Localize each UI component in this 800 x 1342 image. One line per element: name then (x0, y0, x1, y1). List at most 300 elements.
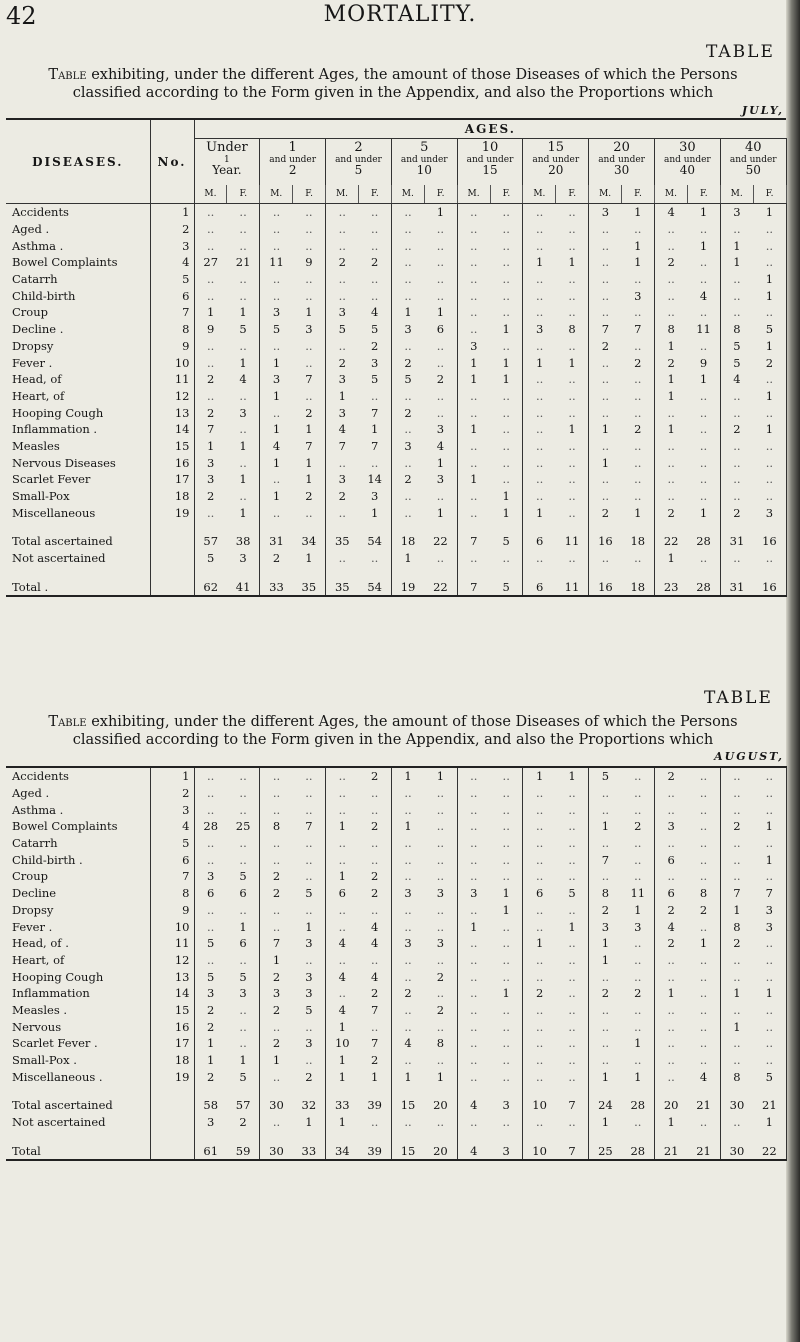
table-cell: .. (424, 221, 457, 238)
table-row (6, 421, 786, 438)
table-row (6, 204, 786, 221)
table-cell: 3 (358, 354, 391, 371)
table-cell: .. (622, 968, 655, 985)
sex-header-f: F. (293, 185, 326, 204)
spacer-row (6, 566, 786, 578)
table-cell: 2 (622, 354, 655, 371)
table-cell: .. (207, 222, 215, 237)
table-row (6, 388, 786, 405)
table-cell: .. (470, 455, 478, 470)
table-cell: 10 (532, 1098, 547, 1113)
table-cell: .. (535, 902, 544, 917)
table-cell: .. (687, 438, 720, 455)
table-cell: .. (490, 785, 523, 802)
table-cell: 1 (535, 255, 544, 270)
table-cell: 5 (733, 355, 741, 370)
table-cell: .. (622, 785, 655, 802)
table-cell: 1 (293, 1114, 326, 1131)
table-cell: .. (667, 869, 675, 884)
table-cell: .. (227, 835, 260, 852)
table-cell: 5 (601, 769, 610, 784)
table-cell: 28 (622, 1097, 655, 1114)
table-cell: 6 (535, 534, 544, 549)
table-cell: 2 (687, 902, 720, 919)
table-cell: 1 (733, 1019, 741, 1034)
table-cell: .. (470, 1036, 478, 1051)
table-cell: 3 (293, 968, 326, 985)
table-cell: .. (293, 388, 326, 405)
age-group-header: 15 and under 20 (523, 139, 589, 186)
table-cell: .. (733, 802, 741, 817)
table-cell: 16 (753, 533, 786, 550)
table-cell: .. (556, 835, 589, 852)
sex-header-m: M. (457, 185, 490, 204)
table-cell: 1 (227, 504, 260, 521)
table-cell: .. (601, 802, 610, 817)
table-cell: 1 (424, 504, 457, 521)
table-cell: 1 (490, 371, 523, 388)
table-cell: .. (556, 550, 589, 567)
table-cell: .. (733, 1053, 741, 1068)
table-row (6, 1052, 786, 1069)
table-cell: .. (687, 868, 720, 885)
table-cell: .. (293, 237, 326, 254)
table-cell: .. (556, 785, 589, 802)
table-cell: .. (227, 1002, 260, 1019)
table-cell: 1 (227, 471, 260, 488)
table-cell: .. (535, 802, 544, 817)
table-cell: .. (293, 767, 326, 785)
table-cell: 2 (358, 254, 391, 271)
table-cell: 5 (358, 321, 391, 338)
age-group-header: Under 1 Year. (194, 139, 260, 186)
table-cell: .. (601, 305, 610, 320)
table-cell: .. (490, 204, 523, 221)
table-cell: .. (753, 254, 786, 271)
table-cell: .. (404, 802, 412, 817)
table-cell: .. (535, 372, 544, 387)
table-cell: 8 (733, 322, 741, 337)
table-cell: 1 (338, 869, 346, 884)
row-number: 16 (150, 454, 194, 471)
table-cell: .. (622, 1018, 655, 1035)
table-cell: .. (207, 852, 215, 867)
table-cell: .. (535, 1036, 544, 1051)
table-cell: 7 (358, 404, 391, 421)
table-cell: .. (601, 489, 610, 504)
table-cell: .. (227, 388, 260, 405)
table-cell: .. (753, 935, 786, 952)
disease-name: Bowel Complaints (6, 818, 150, 835)
page-edge-shadow (786, 0, 800, 1342)
table-cell: .. (535, 952, 544, 967)
table-cell: 2 (622, 818, 655, 835)
table-cell: .. (404, 1002, 412, 1017)
table-cell: 1 (667, 388, 675, 403)
table-cell: 3 (733, 205, 741, 220)
ages-header: AGES. (194, 119, 786, 139)
table-cell: 2 (667, 505, 675, 520)
table-cell: .. (687, 304, 720, 321)
table-cell: .. (272, 338, 281, 353)
table-cell: .. (272, 769, 281, 784)
table-cell: .. (404, 388, 412, 403)
table-cell: 1 (293, 550, 326, 567)
table-cell: .. (227, 952, 260, 969)
table-cell: .. (687, 952, 720, 969)
table-cell: 1 (622, 237, 655, 254)
table-cell: 2 (733, 422, 741, 437)
table-cell: .. (535, 388, 544, 403)
row-number: 12 (150, 388, 194, 405)
table-cell: .. (733, 852, 741, 867)
table-cell: .. (470, 952, 478, 967)
table-cell: 1 (753, 271, 786, 288)
table-cell: .. (535, 969, 544, 984)
table-cell: .. (733, 388, 741, 403)
table-cell: .. (207, 338, 215, 353)
table-cell: 1 (424, 204, 457, 221)
table-cell: .. (535, 786, 544, 801)
table-cell: .. (470, 902, 478, 917)
row-number: 11 (150, 935, 194, 952)
table-cell: .. (687, 1002, 720, 1019)
table-cell: 1 (404, 1069, 412, 1084)
table-cell: 4 (424, 438, 457, 455)
table-cell: 1 (293, 918, 326, 935)
table-cell: 2 (622, 421, 655, 438)
table-cell: 6 (227, 885, 260, 902)
table-cell: .. (622, 1052, 655, 1069)
table-cell: 30 (729, 1143, 745, 1158)
table-row (6, 968, 786, 985)
row-number: 10 (150, 354, 194, 371)
table-cell: .. (424, 868, 457, 885)
table-cell: .. (556, 237, 589, 254)
disease-name: Accidents (6, 204, 150, 221)
table-cell: 1 (556, 421, 589, 438)
table-cell: .. (753, 835, 786, 852)
table-cell: 1 (753, 851, 786, 868)
table-cell: .. (535, 338, 544, 353)
table-cell: 7 (293, 371, 326, 388)
table-cell: .. (207, 388, 215, 403)
table-cell: 10 (532, 1143, 547, 1158)
table-cell: .. (293, 204, 326, 221)
disease-name: Croup (6, 868, 150, 885)
table-cell: .. (753, 801, 786, 818)
table-cell: .. (490, 388, 523, 405)
table-cell: .. (424, 338, 457, 355)
table-cell: 24 (598, 1098, 613, 1113)
table-cell: 3 (753, 504, 786, 521)
table-cell: .. (490, 1002, 523, 1019)
table-cell: .. (358, 237, 391, 254)
table-cell: .. (424, 1018, 457, 1035)
table-cell: 4 (358, 304, 391, 321)
table-row (6, 221, 786, 238)
table-cell: .. (338, 852, 346, 867)
table-cell: 31 (729, 579, 745, 594)
disease-name: Miscellaneous . (6, 1068, 150, 1085)
table-cell: .. (207, 288, 215, 303)
table-cell: 1 (404, 819, 412, 834)
table-cell: 22 (424, 578, 457, 596)
table-cell: 5 (293, 885, 326, 902)
table-cell: .. (622, 550, 655, 567)
table-cell: .. (338, 836, 346, 851)
sex-header-m: M. (194, 185, 227, 204)
table-cell: 10 (334, 1036, 350, 1051)
table-cell: .. (338, 786, 346, 801)
table-row (6, 454, 786, 471)
table-cell: .. (667, 802, 675, 817)
row-number: 17 (150, 471, 194, 488)
table-cell: .. (622, 388, 655, 405)
table-cell: 1 (338, 1115, 346, 1130)
table-cell: .. (535, 238, 544, 253)
table-cell: 1 (404, 305, 412, 320)
table-cell: 15 (400, 1143, 416, 1158)
table-cell: 7 (207, 422, 215, 437)
table-cell: 7 (601, 852, 610, 867)
table-cell: .. (404, 489, 412, 504)
table-cell: 7 (338, 438, 346, 453)
table-cell: 1 (687, 371, 720, 388)
table-cell: 4 (470, 1143, 478, 1158)
table-cell: 3 (424, 935, 457, 952)
table-cell: 1 (622, 1068, 655, 1085)
table-cell: .. (556, 801, 589, 818)
table-cell: 2 (601, 986, 610, 1001)
table-cell: .. (424, 488, 457, 505)
table-cell: .. (535, 272, 544, 287)
row-number: 18 (150, 488, 194, 505)
table-cell: 2 (272, 1036, 281, 1051)
table2-heading: TABLE (704, 688, 773, 708)
table-cell: .. (227, 801, 260, 818)
table-cell: .. (733, 769, 741, 784)
table-cell: .. (207, 205, 215, 220)
table-cell: .. (470, 388, 478, 403)
table-cell: .. (556, 985, 589, 1002)
table-cell: 1 (424, 454, 457, 471)
table-cell: 2 (272, 1002, 281, 1017)
table-cell: .. (556, 404, 589, 421)
table-cell: 20 (424, 1142, 457, 1160)
table-cell: .. (470, 819, 478, 834)
table-cell: .. (535, 438, 544, 453)
age-group-header: 10 and under 15 (457, 139, 523, 186)
table-cell: 2 (358, 1052, 391, 1069)
table-cell: .. (490, 801, 523, 818)
disease-name: Dropsy (6, 902, 150, 919)
table-cell: .. (293, 271, 326, 288)
table-cell: .. (293, 1018, 326, 1035)
table-cell: 1 (293, 471, 326, 488)
table-cell: .. (470, 1115, 478, 1130)
table-cell: .. (687, 254, 720, 271)
table-cell: .. (535, 305, 544, 320)
table-cell: .. (470, 1019, 478, 1034)
table-cell: 11 (269, 255, 284, 270)
table-cell: 2 (338, 355, 346, 370)
table-cell: 2 (535, 986, 544, 1001)
table-cell: .. (490, 304, 523, 321)
row-number: 2 (150, 221, 194, 238)
table-cell: 1 (207, 438, 215, 453)
table-cell: .. (667, 952, 675, 967)
table-cell: .. (753, 438, 786, 455)
table-cell: .. (272, 505, 281, 520)
table-cell: 33 (334, 1098, 350, 1113)
sex-header-m: M. (589, 185, 622, 204)
table-cell: .. (404, 836, 412, 851)
table-cell: 1 (470, 919, 478, 934)
table-cell: .. (207, 802, 215, 817)
table-cell: .. (733, 551, 741, 566)
table-cell: .. (358, 835, 391, 852)
table-cell: .. (490, 1114, 523, 1131)
table-cell: 1 (227, 438, 260, 455)
table-cell: 2 (358, 818, 391, 835)
row-number: 5 (150, 271, 194, 288)
table-cell: 3 (293, 1035, 326, 1052)
table-cell: 2 (272, 551, 281, 566)
table-cell: 4 (338, 969, 346, 984)
disease-name: Accidents (6, 767, 150, 785)
table-cell: .. (753, 371, 786, 388)
table-cell: 1 (272, 455, 281, 470)
table-cell: .. (227, 454, 260, 471)
table-cell: .. (622, 371, 655, 388)
table-cell: .. (601, 551, 610, 566)
table-cell: 6 (667, 852, 675, 867)
table-cell: 18 (622, 578, 655, 596)
table-cell: 2 (338, 255, 346, 270)
table-cell: .. (535, 205, 544, 220)
table-cell: .. (404, 255, 412, 270)
table-cell: 7 (470, 579, 478, 594)
table-cell: 54 (358, 533, 391, 550)
table-cell: .. (424, 388, 457, 405)
table-cell: 1 (687, 935, 720, 952)
table-cell: 1 (667, 372, 675, 387)
table-cell: 8 (733, 1069, 741, 1084)
table-cell: 7 (293, 438, 326, 455)
disease-name: Small-Pox . (6, 1052, 150, 1069)
table-cell: .. (470, 489, 478, 504)
table-cell: .. (338, 769, 346, 784)
table-cell: 1 (272, 489, 281, 504)
table-cell: 3 (358, 488, 391, 505)
sex-header-f: F. (622, 185, 655, 204)
table-cell: 6 (227, 935, 260, 952)
table-cell: .. (535, 1019, 544, 1034)
table-cell: .. (490, 1018, 523, 1035)
table-cell: .. (687, 404, 720, 421)
disease-name: Croup (6, 304, 150, 321)
table-cell: .. (556, 952, 589, 969)
table-cell: .. (207, 952, 215, 967)
table-cell: .. (272, 1115, 281, 1130)
table-cell: 20 (424, 1097, 457, 1114)
table-cell: .. (601, 372, 610, 387)
table-cell: 1 (753, 985, 786, 1002)
table-cell: .. (207, 272, 215, 287)
table-cell: 3 (601, 205, 610, 220)
table-cell: .. (622, 835, 655, 852)
table-cell: .. (753, 304, 786, 321)
table-cell: .. (490, 271, 523, 288)
row-number: 16 (150, 1018, 194, 1035)
table-cell: .. (404, 1053, 412, 1068)
table-cell: 18 (400, 534, 416, 549)
table-cell: 1 (535, 505, 544, 520)
table-cell: .. (733, 969, 741, 984)
table-cell: 7 (622, 321, 655, 338)
table-cell: .. (470, 986, 478, 1001)
table-cell: .. (490, 1068, 523, 1085)
table-cell: 1 (601, 952, 610, 967)
table-cell: 2 (667, 936, 675, 951)
table-cell: .. (535, 1053, 544, 1068)
table-cell: .. (733, 1036, 741, 1051)
table-cell: .. (272, 836, 281, 851)
disease-name: Bowel Complaints (6, 254, 150, 271)
row-number: 8 (150, 321, 194, 338)
table-cell: 11 (687, 321, 720, 338)
table-cell: 1 (733, 238, 741, 253)
august-mortality-table (6, 766, 787, 1161)
disease-name: Miscellaneous (6, 504, 150, 521)
table-cell: 1 (293, 454, 326, 471)
table-cell: .. (622, 868, 655, 885)
table-cell: 28 (203, 819, 219, 834)
table-cell: 4 (470, 1098, 478, 1113)
table-cell: .. (753, 1018, 786, 1035)
total-row (6, 550, 786, 567)
table-cell: 1 (207, 305, 215, 320)
table-cell: .. (490, 851, 523, 868)
table-cell: .. (227, 287, 260, 304)
table-cell: 1 (470, 422, 478, 437)
table-cell: .. (338, 986, 346, 1001)
table-cell: 1 (490, 504, 523, 521)
table-cell: .. (753, 237, 786, 254)
table-cell: .. (622, 338, 655, 355)
disease-name: Scarlet Fever (6, 471, 150, 488)
table-cell: 4 (358, 968, 391, 985)
table-cell: 3 (293, 935, 326, 952)
table-cell: 5 (338, 322, 346, 337)
spacer-row (6, 1085, 786, 1097)
table-cell: .. (338, 919, 346, 934)
table-cell: .. (404, 852, 412, 867)
table-cell: .. (404, 338, 412, 353)
table-cell: 39 (358, 1097, 391, 1114)
table-cell: .. (535, 1002, 544, 1017)
table-row (6, 371, 786, 388)
table-cell: .. (404, 288, 412, 303)
table-cell: .. (404, 422, 412, 437)
table-cell: .. (358, 952, 391, 969)
table-cell: .. (601, 869, 610, 884)
table-cell: .. (733, 222, 741, 237)
row-number: 12 (150, 952, 194, 969)
table-cell: 34 (334, 1143, 350, 1158)
table-cell: .. (404, 505, 412, 520)
